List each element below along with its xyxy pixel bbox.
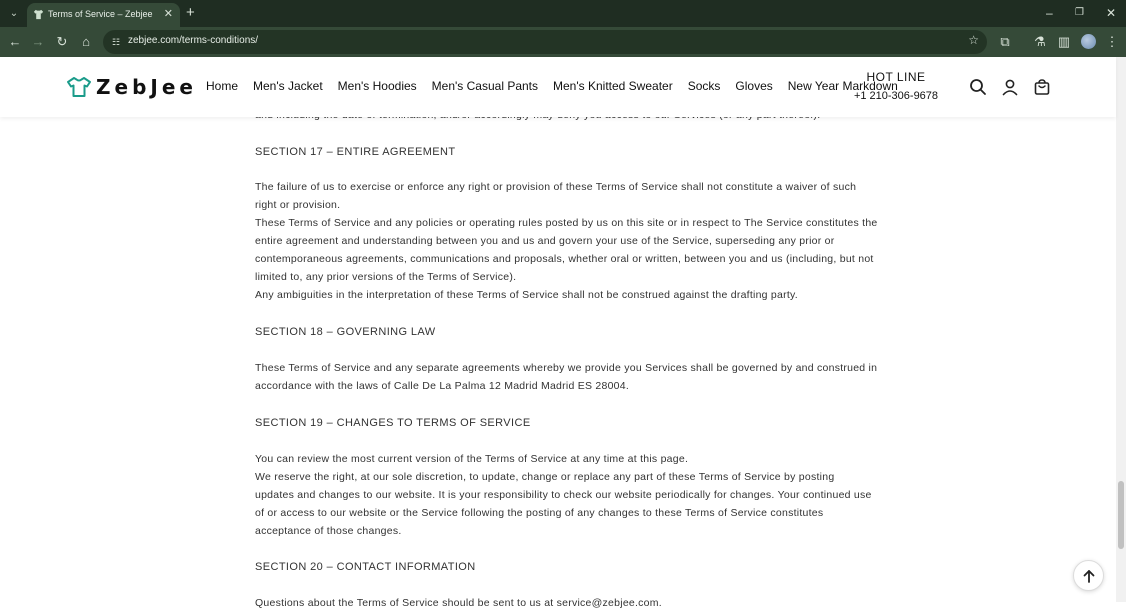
page-scrollbar[interactable] [1116,57,1126,602]
section-17-line: The failure of us to exercise or enforce any right or provision of these Terms of Service shall not constitute a waiver of such [255,181,857,193]
favicon-tshirt-icon [33,9,44,20]
back-arrow-icon[interactable]: ← [8,34,22,49]
minimize-icon[interactable]: – [1046,6,1053,20]
bag-icon[interactable] [1033,78,1051,96]
section-19-line: We reserve the right, at our sole discretion, to update, change or replace any part of these Terms of Service by posting [255,471,835,483]
hotline-title: HOT LINE [866,70,926,84]
logo-text: ZebJee [96,75,197,99]
nav-home[interactable]: Home [206,79,239,93]
nav-new-year-markdown[interactable]: New Year Markdown [787,79,898,93]
profile-avatar[interactable] [1081,34,1096,49]
section-19-heading: SECTION 19 – CHANGES TO TERMS OF SERVICE [255,417,531,429]
section-18-heading: SECTION 18 – GOVERNING LAW [255,326,436,338]
extensions-puzzle-icon[interactable]: ⧉ [1000,34,1010,49]
main-nav [206,79,898,93]
section-19-line: You can review the most current version of the Terms of Service at any time at this page. [255,453,689,465]
scroll-to-top-button[interactable] [1073,560,1104,591]
tshirt-icon [66,76,92,98]
labs-flask-icon[interactable]: ⚗ [1034,34,1046,49]
address-bar[interactable] [103,30,987,54]
site-logo[interactable] [66,75,197,99]
section-17-heading: SECTION 17 – ENTIRE AGREEMENT [255,146,456,158]
sidepanel-icon[interactable]: ▥ [1057,34,1071,49]
nav-socks[interactable]: Socks [687,79,721,93]
browser-tab-active[interactable] [27,3,180,27]
hotline-phone[interactable]: +1 210-306-9678 [853,90,939,102]
nav-mens-jacket[interactable]: Men's Jacket [253,79,323,93]
nav-mens-casual-pants[interactable]: Men's Casual Pants [431,79,539,93]
browser-toolbar [0,27,1126,57]
arrow-up-icon [1081,568,1097,584]
section-17-line: contemporaneous agreements, communications and proposals, whether oral or written, between you and us (including, but not [255,253,874,265]
nav-gloves[interactable]: Gloves [735,79,773,93]
section-17-line: entire agreement and understanding between you and us and govern your use of the Service, superseding any prior or [255,235,835,247]
browser-tabstrip [0,0,1126,27]
restore-icon[interactable]: ❐ [1075,7,1084,18]
tab-close-icon[interactable]: ✕ [163,8,173,20]
nav-mens-knitted-sweater[interactable]: Men's Knitted Sweater [553,79,673,93]
new-tab-plus-icon[interactable]: + [186,4,195,21]
section-18-line: These Terms of Service and any separate agreements whereby we provide you Services shall be governed by and construed in [255,362,878,374]
user-icon[interactable] [1001,78,1019,96]
section-20-heading: SECTION 20 – CONTACT INFORMATION [255,561,476,573]
section-17-line: Any ambiguities in the interpretation of these Terms of Service shall not be construed against the drafting party. [255,289,798,301]
section-19-line: of or access to our website or the Service following the posting of any changes to these Terms of Service constitutes [255,507,824,519]
home-icon[interactable]: ⌂ [82,34,90,49]
hotline [852,70,940,102]
window-close-icon[interactable]: ✕ [1106,6,1117,20]
forward-arrow-icon[interactable]: → [31,34,45,49]
section-17-line: limited to, any prior versions of the Terms of Service). [255,271,517,283]
search-icon[interactable] [969,78,987,96]
scrollbar-thumb[interactable] [1118,481,1124,549]
url-text[interactable]: zebjee.com/terms-conditions/ [128,35,259,46]
tab-title: Terms of Service – Zebjee [48,9,153,19]
cut-off-line: Questions about the Terms of Service should be sent to us at service@zebjee.com. [255,597,662,609]
section-18-line: accordance with the laws of Calle De La Palma 12 Madrid Madrid ES 28004. [255,380,630,392]
section-17-line: right or provision. [255,199,341,211]
section-19-line: acceptance of those changes. [255,525,402,537]
tab-search-chevron-icon[interactable]: ⌄ [9,8,19,19]
menu-kebab-icon[interactable]: ⋮ [1105,34,1119,49]
section-17-line: These Terms of Service and any policies or operating rules posted by us on this site or in respect to The Service constitutes the [255,217,878,229]
bookmark-star-icon[interactable]: ☆ [968,33,979,47]
reload-icon[interactable]: ↻ [56,34,68,49]
nav-mens-hoodies[interactable]: Men's Hoodies [337,79,417,93]
section-19-line: updates and changes to our website. It is your responsibility to check our website periodically for changes. Your continued use [255,489,872,501]
site-header [0,57,1116,117]
site-info-icon[interactable]: ☷ [111,37,121,47]
